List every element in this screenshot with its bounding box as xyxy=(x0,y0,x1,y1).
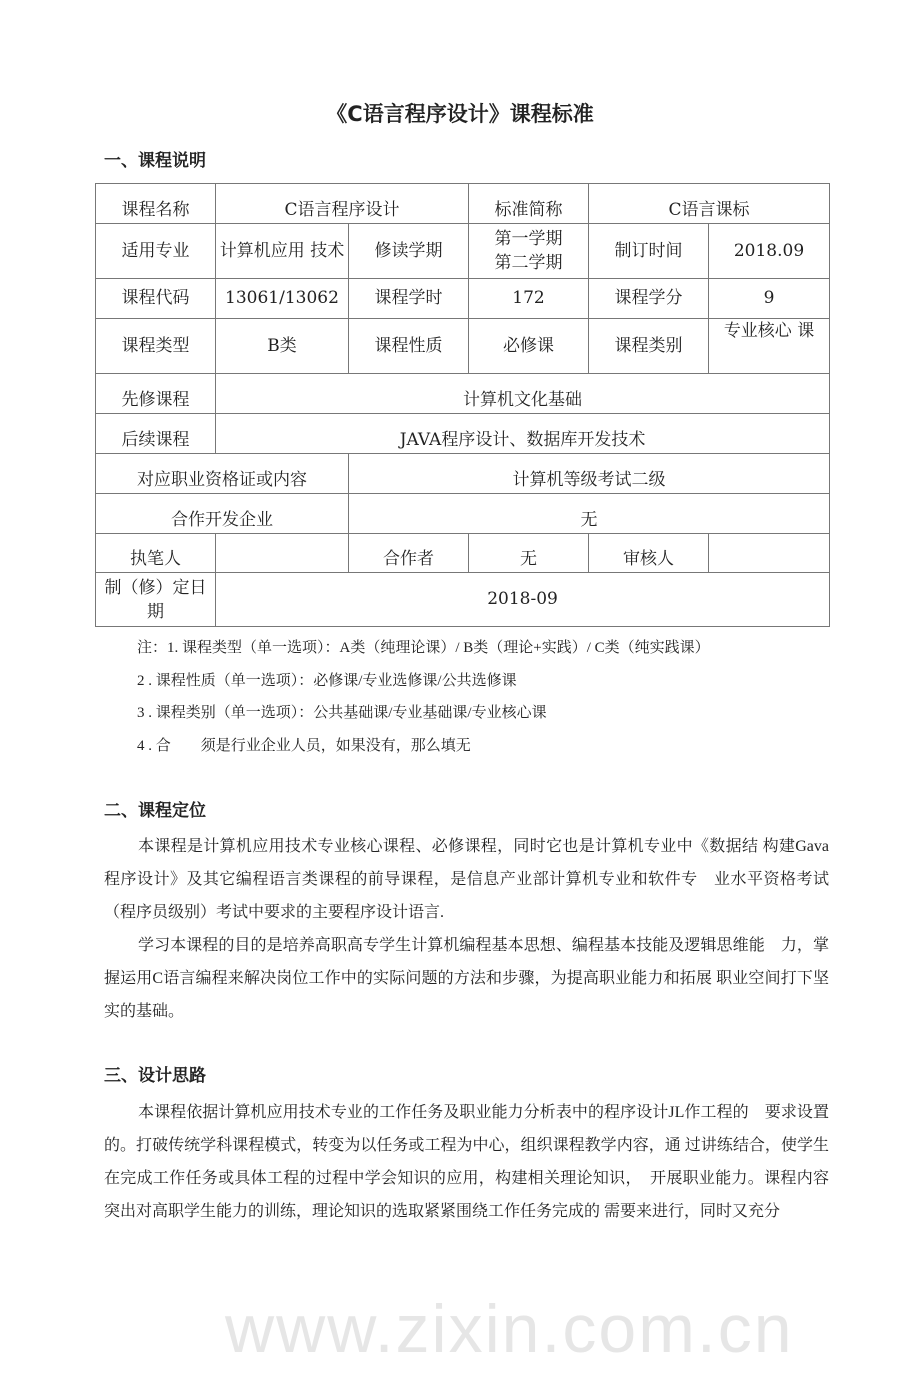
value-cell xyxy=(469,224,589,279)
label-cell: 审核人 xyxy=(589,534,709,573)
value-cell: 无 xyxy=(349,494,830,534)
section-heading-2: 二、课程定位 xyxy=(104,801,206,821)
label-cell: 课程性质 xyxy=(349,319,469,374)
label-cell: 制（修）定日期 xyxy=(96,573,216,627)
watermark: www.zixin.com.cn xyxy=(225,1291,794,1367)
value-cell: 必修课 xyxy=(469,319,589,374)
label-cell: 课程学分 xyxy=(589,279,709,319)
paragraph: 学习本课程的目的是培养高职高专学生计算机编程基本思想、编程基本技能及逻辑思维能 力，掌握运用C语言编程来解决岗位工作中的实际问题的方法和步骤，为提高职业能力和拓展 职业空间打下坚实的基础。 xyxy=(104,937,829,1020)
value-cell: 2018.09 xyxy=(709,224,830,279)
label-cell: 修读学期 xyxy=(349,224,469,279)
label-cell: 课程名称 xyxy=(96,184,216,224)
value-cell: 计算机文化基础 xyxy=(216,374,830,414)
value-cell: 13061/13062 xyxy=(216,279,349,319)
label-cell: 课程代码 xyxy=(96,279,216,319)
value-cell: 172 xyxy=(469,279,589,319)
value-cell xyxy=(709,534,830,573)
value-cell: 计算机等级考试二级 xyxy=(349,454,830,494)
note-3: 3 . 课程类别（单一选项）：公共基础课/专业基础课/专业核心课 xyxy=(137,705,547,721)
label-cell: 合作开发企业 xyxy=(96,494,349,534)
table-row xyxy=(96,494,830,534)
table-row xyxy=(96,414,830,454)
label-cell: 合作者 xyxy=(349,534,469,573)
table-row xyxy=(96,534,830,573)
value-cell: JAVA程序设计、数据库开发技术 xyxy=(216,414,830,454)
table-row xyxy=(96,279,830,319)
table-row xyxy=(96,454,830,494)
document-title: 《C语言程序设计》课程标准 xyxy=(326,102,594,126)
value-cell: 无 xyxy=(469,534,589,573)
semester-2: 第二学期 xyxy=(494,252,563,273)
value-cell: 专业核心 课 xyxy=(709,319,830,374)
note-4: 4 . 合 须是行业企业人员，如果没有，那么填无 xyxy=(137,737,471,754)
note-1: 注：1. 课程类型（单一选项）：A类（纯理论课）/ B类（理论+实践）/ C类（纯实践课） xyxy=(137,640,710,656)
note-2: 2 . 课程性质（单一选项）：必修课/专业选修课/公共选修课 xyxy=(137,672,517,689)
table-row xyxy=(96,573,830,627)
value-cell: 9 xyxy=(709,279,830,319)
label-cell: 后续课程 xyxy=(96,414,216,454)
paragraph: 本课程依据计算机应用技术专业的工作任务及职业能力分析表中的程序设计JL作工程的 要求设置的。打破传统学科课程模式，转变为以任务或工程为中心，组织课程教学内容，通 过讲练结合，使学生在完成工作任务或具体工程的过程中学会知识的应用，构建相关理论知识， 开展职业能力。课程内容突出对高职学生能力的训练，理论知识的选取紧紧围绕工作任务完成的 需要来进行，同时又充分 xyxy=(104,1104,829,1220)
label-cell: 先修课程 xyxy=(96,374,216,414)
label-cell: 执笔人 xyxy=(96,534,216,573)
paragraph: 本课程是计算机应用技术专业核心课程、必修课程，同时它也是计算机专业中《数据结 构建Gava程序设计》及其它编程语言类课程的前导课程，是信息产业部计算机专业和软件专 业水平资格考试（程序员级别）考试中要求的主要程序设计语言. xyxy=(104,838,829,921)
table-notes xyxy=(137,636,710,766)
label-cell: 制订时间 xyxy=(589,224,709,279)
semester-1: 第一学期 xyxy=(494,228,563,249)
table-row xyxy=(96,374,830,414)
value-cell: C语言课标 xyxy=(589,184,830,224)
label-cell: 对应职业资格证或内容 xyxy=(96,454,349,494)
value-cell: C语言程序设计 xyxy=(216,184,469,224)
label-cell: 适用专业 xyxy=(96,224,216,279)
label-cell: 课程类别 xyxy=(589,319,709,374)
table-row xyxy=(96,224,830,279)
value-cell: 2018-09 xyxy=(216,573,830,627)
table-row xyxy=(96,319,830,374)
value-cell xyxy=(216,534,349,573)
label-cell: 标准简称 xyxy=(469,184,589,224)
table-row xyxy=(96,184,830,224)
label-cell: 课程学时 xyxy=(349,279,469,319)
design-text xyxy=(104,1096,829,1228)
section-heading-1: 一、课程说明 xyxy=(104,151,206,171)
course-info-table xyxy=(95,183,830,627)
value-cell: 计算机应用 技术 xyxy=(216,224,349,279)
label-cell: 课程类型 xyxy=(96,319,216,374)
section-heading-3: 三、设计思路 xyxy=(104,1066,206,1086)
positioning-text xyxy=(104,830,829,1028)
value-cell: B类 xyxy=(216,319,349,374)
